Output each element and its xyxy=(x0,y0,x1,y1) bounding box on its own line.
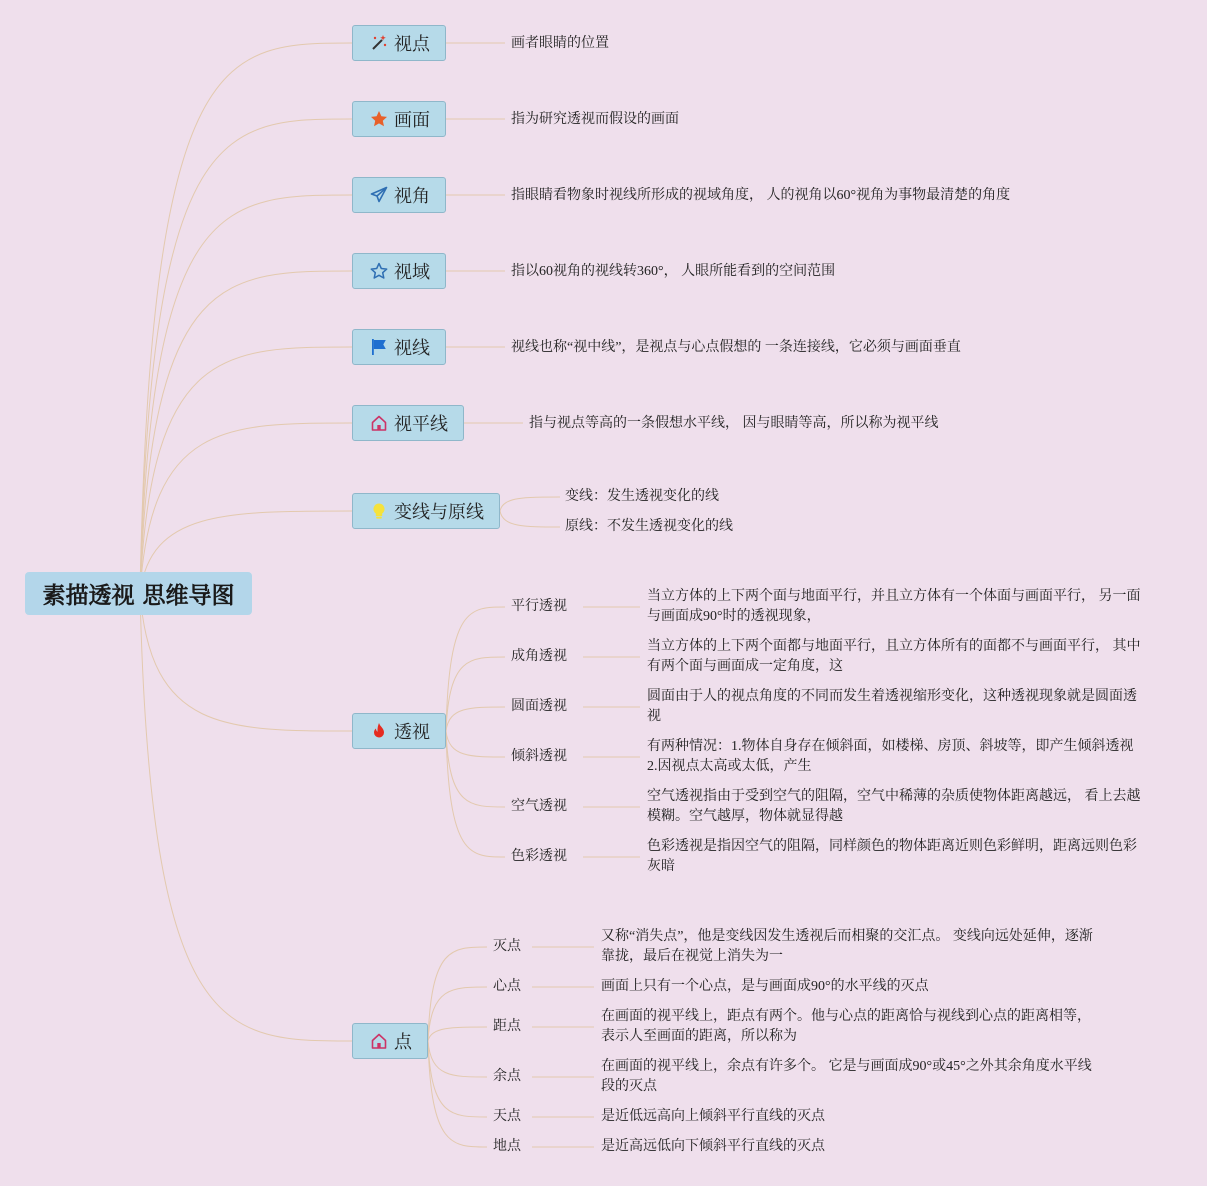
branch-toushi[interactable] xyxy=(352,713,446,749)
flag-icon xyxy=(370,338,388,356)
paper-plane-icon xyxy=(370,186,388,204)
subtopic-label[interactable]: 灭点 xyxy=(493,939,521,954)
subtopic-description: 是近低远高向上倾斜平行直线的灭点 xyxy=(601,1109,825,1124)
branch-label: 视点 xyxy=(394,34,430,55)
subtopic-description: 在画面的视平线上，距点有两个。他与心点的距离恰与视线到心点的距离相等，表示人至画面的距离，所以称为 xyxy=(601,1009,1091,1044)
connector-line xyxy=(428,1041,487,1077)
branch-description: 画者眼睛的位置 xyxy=(511,36,609,51)
subtopic-label[interactable]: 平行透视 xyxy=(511,599,567,614)
house-icon xyxy=(370,414,388,432)
subtopic-label[interactable]: 成角透视 xyxy=(511,649,567,664)
connector-line xyxy=(500,497,560,511)
connector-line xyxy=(140,195,352,593)
subtopic-description: 有两种情况：1.物体自身存在倾斜面，如楼梯、房顶、斜坡等，即产生倾斜透视2.因视点太高或太低，产生 xyxy=(647,739,1134,774)
subtopic-description: 又称“消失点”，他是变线因发生透视后而相聚的交汇点。 变线向远处延伸，逐渐靠拢，最后在视觉上消失为一 xyxy=(601,929,1093,964)
branch-shiyu[interactable] xyxy=(352,253,446,289)
branch-label: 变线与原线 xyxy=(394,502,484,523)
connector-line xyxy=(446,731,505,757)
branch-label: 视域 xyxy=(394,262,430,283)
connector-line xyxy=(140,423,352,593)
subtopic-description: 圆面由于人的视点角度的不同而发生着透视缩形变化，这种透视现象就是圆面透视 xyxy=(647,689,1137,724)
subtopic-description: 空气透视指由于受到空气的阻隔，空气中稀薄的杂质使物体距离越远， 看上去越模糊。空气越厚，物体就显得越 xyxy=(647,789,1141,824)
branch-shidian[interactable] xyxy=(352,25,446,61)
connector-line xyxy=(140,347,352,593)
subtopic-label[interactable]: 空气透视 xyxy=(511,799,567,814)
subtopic-description: 当立方体的上下两个面都与地面平行，且立方体所有的面都不与画面平行， 其中有两个面与画面成一定角度，这 xyxy=(647,639,1141,674)
branch-label: 视平线 xyxy=(394,414,448,435)
connector-line xyxy=(428,1027,487,1041)
subtopic-label[interactable]: 心点 xyxy=(493,979,521,994)
subtopic-label[interactable]: 余点 xyxy=(493,1069,521,1084)
subtopic-label[interactable]: 距点 xyxy=(493,1019,521,1034)
branch-description: 指为研究透视而假设的画面 xyxy=(511,112,679,127)
lightbulb-icon xyxy=(370,502,388,520)
subtopic-description: 画面上只有一个心点，是与画面成90°的水平线的灭点 xyxy=(601,979,929,994)
subtopic-label[interactable]: 倾斜透视 xyxy=(511,749,567,764)
branch-shijiao[interactable] xyxy=(352,177,446,213)
branch-label: 透视 xyxy=(394,722,430,743)
branch-shipingxian[interactable] xyxy=(352,405,464,441)
branch-label: 点 xyxy=(394,1032,412,1053)
connector-line xyxy=(446,731,505,857)
subtopic-label[interactable]: 天点 xyxy=(493,1109,521,1124)
connector-line xyxy=(446,657,505,731)
subtopic-bianxian[interactable]: 变线：发生透视变化的线 xyxy=(565,489,719,504)
branch-label: 视线 xyxy=(394,338,430,359)
branch-description: 指与视点等高的一条假想水平线， 因与眼睛等高，所以称为视平线 xyxy=(529,416,939,431)
root-node[interactable]: 素描透视 思维导图 xyxy=(25,572,252,615)
star-icon xyxy=(370,110,388,128)
subtopic-description: 色彩透视是指因空气的阻隔，同样颜色的物体距离近则色彩鲜明，距离远则色彩灰暗 xyxy=(647,839,1137,874)
subtopic-description: 在画面的视平线上，余点有许多个。 它是与画面成90°或45°之外其余角度水平线段的灭点 xyxy=(601,1059,1092,1094)
subtopic-label[interactable]: 地点 xyxy=(493,1139,521,1154)
branch-description: 指眼睛看物象时视线所形成的视域角度， 人的视角以60°视角为事物最清楚的角度 xyxy=(511,188,1011,203)
subtopic-description: 是近高远低向下倾斜平行直线的灭点 xyxy=(601,1139,825,1154)
branch-label: 视角 xyxy=(394,186,430,207)
star-outline-icon xyxy=(370,262,388,280)
magic-wand-icon xyxy=(370,34,388,52)
subtopic-label[interactable]: 色彩透视 xyxy=(511,849,567,864)
branch-dian[interactable] xyxy=(352,1023,428,1059)
connector-line xyxy=(140,43,352,593)
branch-label: 画面 xyxy=(394,110,430,131)
branch-huamian[interactable] xyxy=(352,101,446,137)
connector-line xyxy=(428,987,487,1041)
connector-line xyxy=(500,511,560,527)
subtopic-yuanxian[interactable]: 原线：不发生透视变化的线 xyxy=(565,519,733,534)
connector-line xyxy=(140,593,352,1041)
connector-line xyxy=(446,731,505,807)
fire-icon xyxy=(370,722,388,740)
connector-line xyxy=(446,707,505,731)
subtopic-description: 当立方体的上下两个面与地面平行，并且立方体有一个体面与画面平行， 另一面与画面成90°时的透视现象， xyxy=(647,589,1141,624)
connector-line xyxy=(140,271,352,593)
branch-shixian[interactable] xyxy=(352,329,446,365)
branch-bianxian-yuanxian[interactable] xyxy=(352,493,500,529)
connector-line xyxy=(428,1041,487,1117)
branch-description: 指以60视角的视线转360°， 人眼所能看到的空间范围 xyxy=(511,264,836,279)
branch-description: 视线也称“视中线”，是视点与心点假想的 一条连接线，它必须与画面垂直 xyxy=(511,340,961,355)
subtopic-label[interactable]: 圆面透视 xyxy=(511,699,567,714)
connector-line xyxy=(140,119,352,593)
connector-line xyxy=(446,607,505,731)
house-icon xyxy=(370,1032,388,1050)
